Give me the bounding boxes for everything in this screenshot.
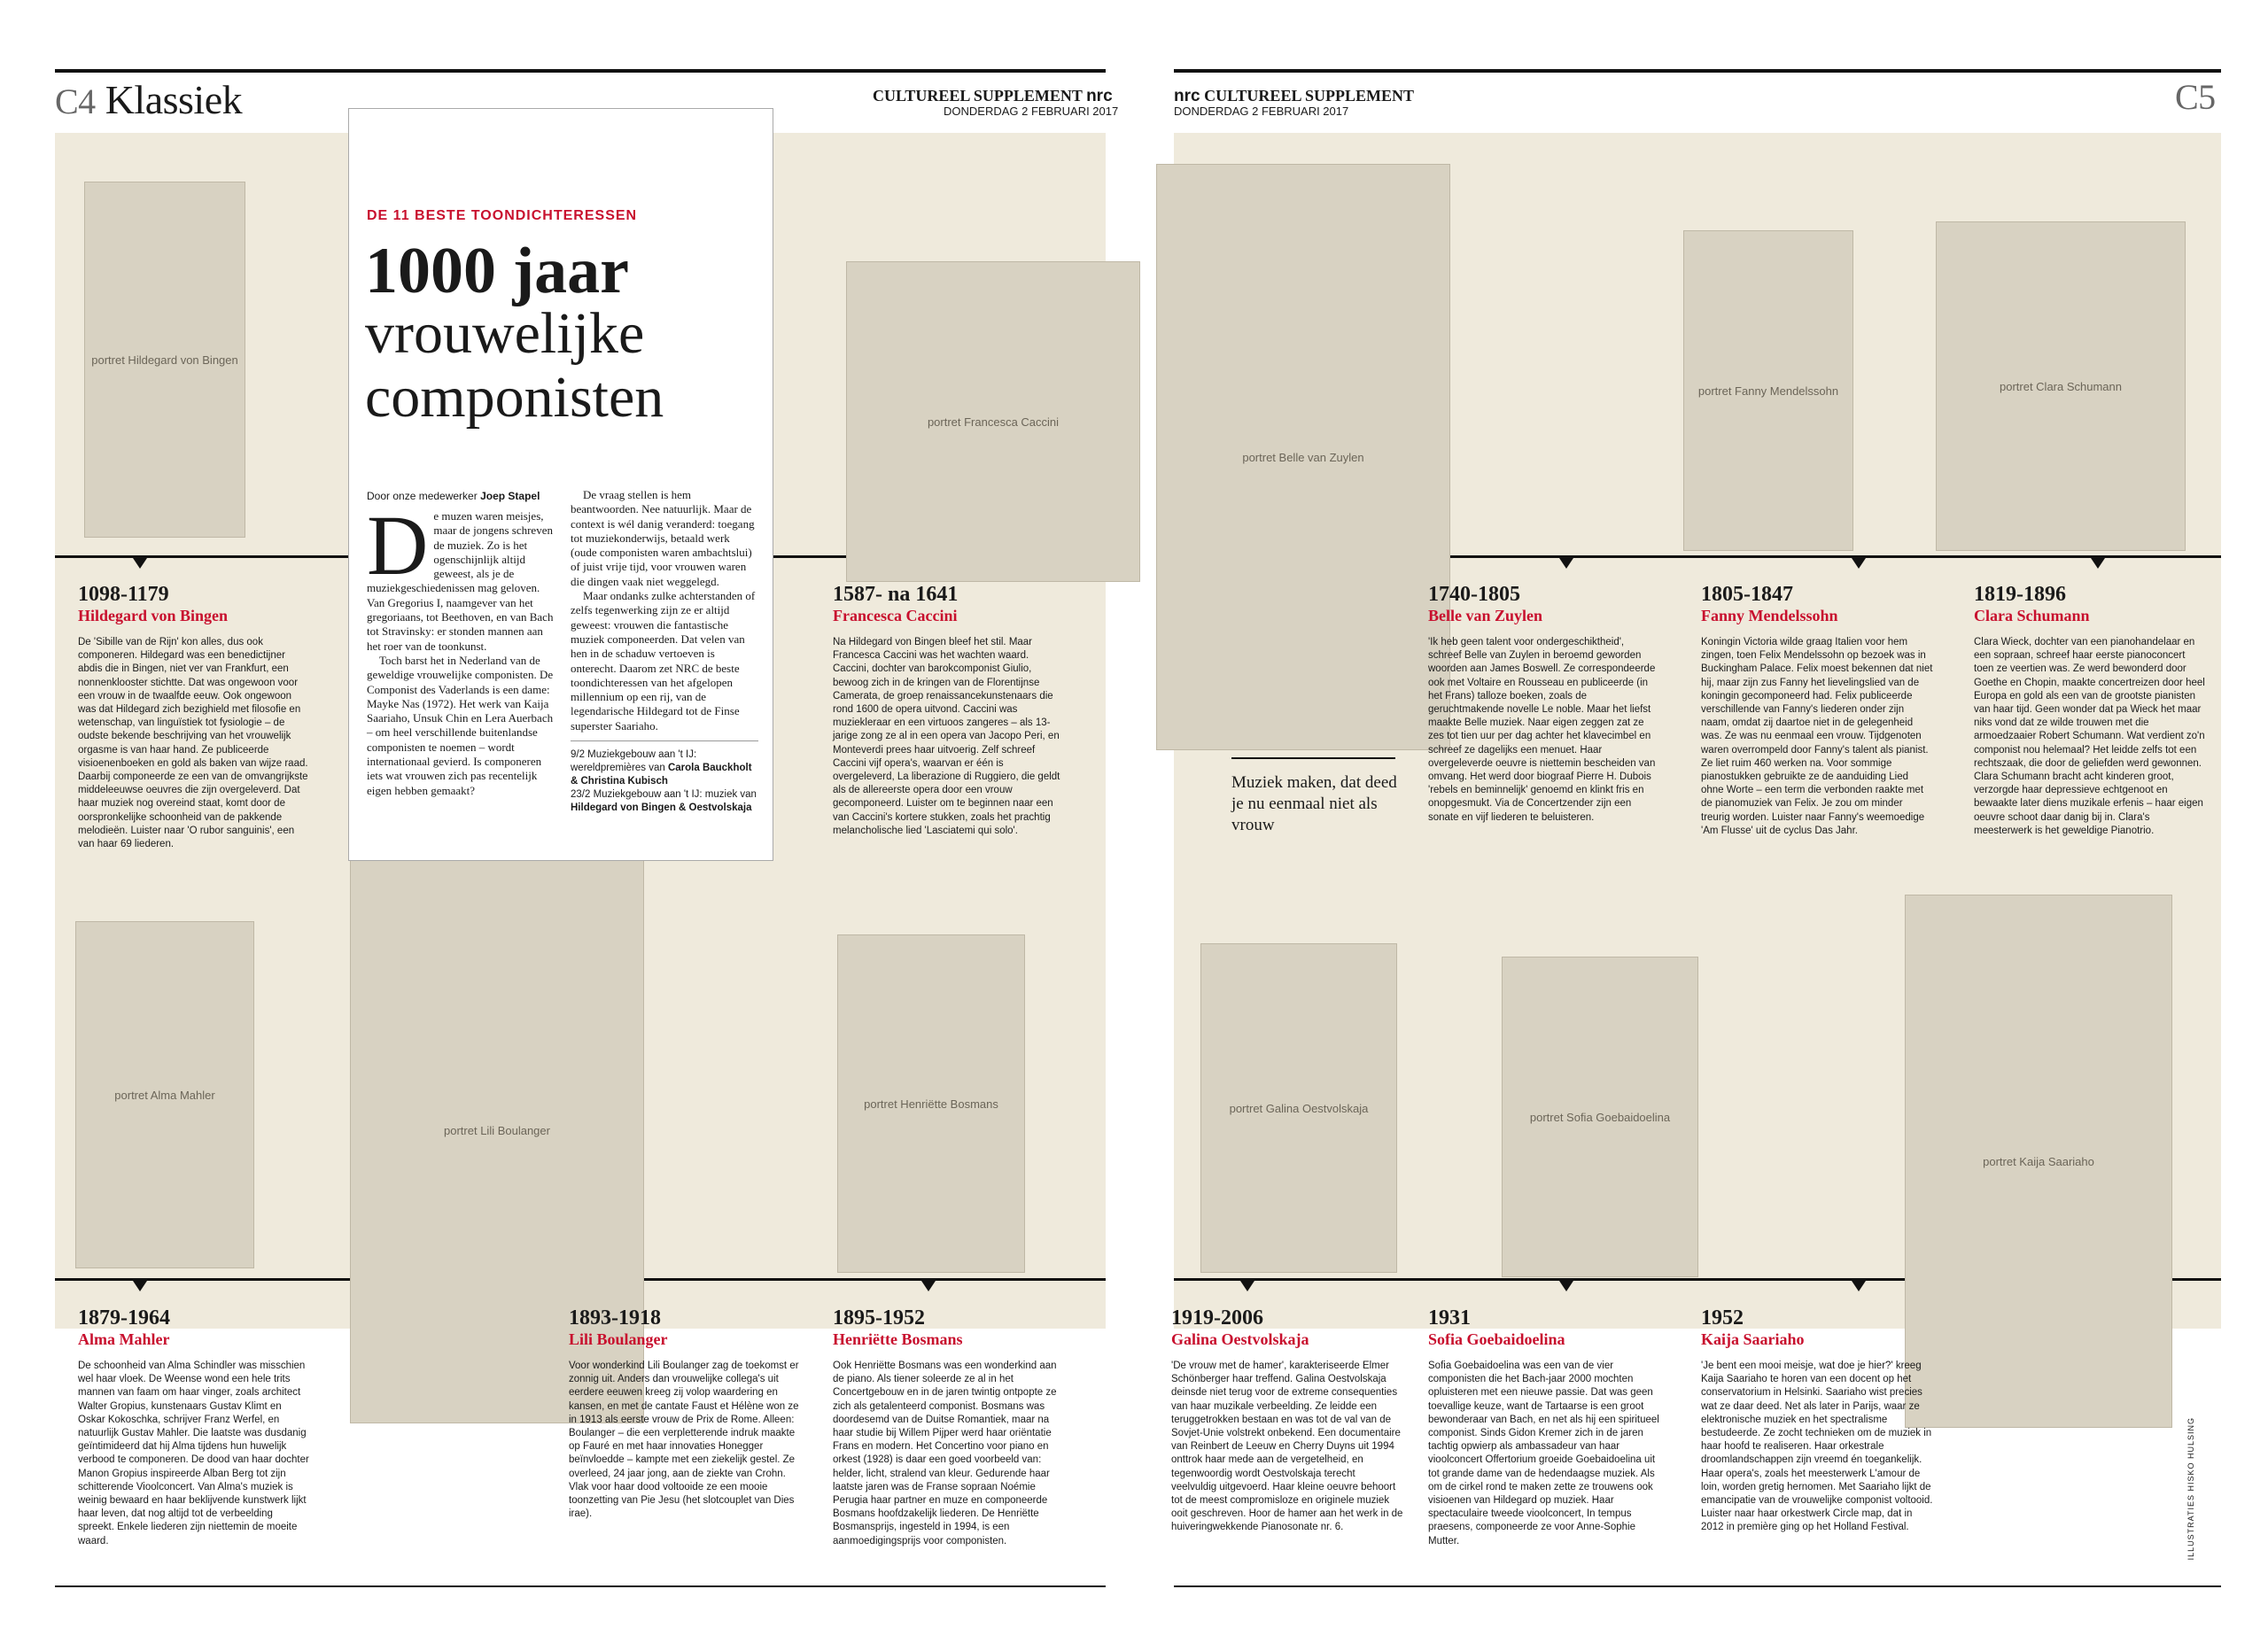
entry-name: Sofia Goebaidoelina — [1428, 1330, 1565, 1348]
entry-name: Galina Oestvolskaja — [1171, 1330, 1309, 1348]
entry-body: De 'Sibille van de Rijn' kon alles, dus ook componeren. Hildegard was een benedictijner abdis die in Bingen, niet ver van Frankfurt, een nonnenklooster stichtte. Dat was ongewoon voor een vrouw in de twaalfde eeuw. Ook ongewoon was dat Hildegard zich bezighield met filosofie en wetenschap, van linguïstiek tot fysiologie – de oudste bekende beschrijving van het vrouwelijk orgasme is van haar hand. Ze publiceerde visioenenboeken en gold als baken van wijze raad. Daarbij componeerde ze een van de omvangrijkste middeleeuwse oeuvres die zijn overgeleverd. Dat haar muziek nog overeind staat, komt door de oorspronkelijke schoonheid van de pakkende melodieën. Luister naar 'O rubor sanguinis', een van haar 69 liederen. — [78, 637, 308, 850]
nrc-logo-right: nrc — [1174, 87, 1200, 105]
entry-name: Kaija Saariaho — [1701, 1330, 1805, 1348]
entry-years: 1587- na 1641 — [833, 583, 959, 606]
section-number-left: C4 — [55, 81, 96, 121]
entry-body: Koningin Victoria wilde graag Italien voor hem zingen, toen Felix Mendelssohn op bezoek was in Buckingham Palace. Felix moest bekennen dat niet hij, maar zijn zus Fanny het lievelingslied van de koningin gecomponeerd had. Felix publiceerde verschillende van Fanny's liederen onder zijn naam, omdat zij daartoe niet in de gelegenheid was. Ze was nu eenmaal een vrouw. Tijdgenoten waren overrompeld door Fanny's talent als pianist. Ze liet ruim 460 werken na. Voor sommige pianostukken gebruikte ze de aanduiding Lied ohne Worte – een term die verbonden raakte met de pianomuziek van Felix. Je zou om minder treurig worden. Luister naar Fanny's weemoedige 'Am Flusse' uit de cyclus Das Jahr. — [1701, 637, 1933, 836]
paper-name-right: nrc CULTUREEL SUPPLEMENT — [1174, 87, 1414, 105]
timeline-tick — [1559, 558, 1573, 569]
intro-column-2 — [571, 488, 758, 815]
entry-body: Na Hildegard von Bingen bleef het stil. Maar Francesca Caccini was het wachten waard. Caccini, dochter van barokcomponist Giulio, bewoog zich in de kringen van de Florentijnse Camerata, de groep renaissancekunstenaars die rond 1600 de opera uitvond. Caccini was muziekleraar en een virtuoos zangeres – als 13-jarige zong ze al in een opera van Jacopo Peri, en Monteverdi prees haar uitvoerig. Zelf schreef Caccini vijf opera's, waarvan er één is overgeleverd, La liberazione di Ruggiero, die geldt als de allereerste opera door een vrouw gecomponeerd. Luister om te beginnen naar een van Caccini's kortere stukken, zoals het prachtig melancholische lied 'Lasciatemi qui solo'. — [833, 637, 1060, 836]
portrait-goebaidoelina: portret Sofia Goebaidoelina — [1502, 957, 1698, 1277]
portrait-caccini: portret Francesca Caccini — [846, 261, 1140, 582]
intro-paragraph-3: De vraag stellen is hem beantwoorden. Nee natuurlijk. Maar de context is wél danig veranderd: toegang tot muziekonderwijs, betaald werk (oude componisten waren ambachtslui) of juist vrije tijd, voor vrouwen waren die dingen vaak niet weggelegd. — [571, 488, 755, 588]
event-1-names: Carola Bauckholt & Christina Kubisch — [571, 763, 752, 787]
entry-saariaho — [1701, 1306, 1933, 1535]
portrait-saariaho: portret Kaija Saariaho — [1905, 895, 2172, 1428]
entry-years: 1879-1964 — [78, 1306, 170, 1330]
entry-body: Ook Henriëtte Bosmans was een wonderkind aan de piano. Als tiener soleerde ze al in het Concertgebouw en in de jaren twintig ontpopte ze zich als getalenteerd componist. Bosmans was doordesemd van de Duitse Romantiek, maar na haar studie bij Willem Pijper werd haar oriëntatie Frans en modern. Het Concertino voor piano en orkest (1928) is daar een goed voorbeeld van: helder, licht, stralend van kleur. Gedurende haar laatste jaren was de Franse sopraan Noémie Perugia haar partner en muze en componeerde Bosmans hoofdzakelijk liederen. De Henriëtte Bosmansprijs, ingesteld in 1994, is een aanmoedigingsprijs voor componisten. — [833, 1361, 1057, 1547]
entry-name: Francesca Caccini — [833, 607, 958, 624]
entry-body: 'Ik heb geen talent voor ondergeschiktheid', schreef Belle van Zuylen in beroemd geworden woorden aan James Boswell. Ze correspondeerde ook met Voltaire en Rousseau en publiceerde (in het Frans) talloze boeken, zoals de geruchtmakende novelle Le noble. Maar het liefst maakte Belle muziek. Naar eigen zeggen zat ze zes tot tien uur per dag achter het klavecimbel en schreef ze dagelijks een menuet. Haar overgeleverde oeuvre is niettemin bescheiden van omvang. Het werd door biograaf Pierre H. Dubois 'rebels en beminnelijk' genoemd en klinkt fris en onopgesmukt. Via de Concertzender zijn een sonate en vijf liederen te beluisteren. — [1428, 637, 1656, 823]
bottom-rule-right — [1174, 1585, 2221, 1587]
entry-oestvolskaja — [1171, 1306, 1403, 1535]
entry-mendelssohn — [1701, 583, 1933, 838]
timeline-tick — [1240, 1281, 1254, 1291]
entry-name: Henriëtte Bosmans — [833, 1330, 963, 1348]
entry-hildegard — [78, 583, 310, 851]
entry-years: 1740-1805 — [1428, 583, 1520, 606]
entry-body: Voor wonderkind Lili Boulanger zag de toekomst er zonnig uit. Anders dan vrouwelijke collega's uit eerdere eeuwen kreeg zij volop waardering en kansen, en met de cantate Faust et Hélène won ze in 1913 als eerste vrouw de Prix de Rome. Alleen: Boulanger – die een verpletterende indruk maakte op Fauré en met haar innovaties Honegger beïnvloedde – kampte met een ziekelijk gestel. Ze overleed, 24 jaar jong, aan de ziekte van Crohn. Vlak voor haar dood voltooide ze een mooie toonzetting van Pie Jesu (het slotcouplet van Dies irae). — [569, 1361, 799, 1520]
intro-paragraph-2: Toch barst het in Nederland van de geweldige vrouwelijke componisten. De Componist des Vaderlands is een dame: Mayke Nas (1972). Het werk van Kaija Saariaho, Unsuk Chin en Lera Auerbach – om heel verschillende buitenlandse componisten te noemen – wordt internationaal gevierd. Is componeren iets wat vrouwen zich pas recentelijk eigen hebben gemaakt? — [367, 653, 554, 797]
timeline-tick — [133, 1281, 147, 1291]
portrait-hildegard: portret Hildegard von Bingen — [84, 182, 245, 538]
timeline-tick — [1559, 1281, 1573, 1291]
kicker: DE 11 BESTE TOONDICHTERESSEN — [367, 208, 638, 223]
headline-light: vrouwelijke componisten — [365, 301, 664, 430]
timeline-tick — [921, 1281, 936, 1291]
entry-body: Sofia Goebaidoelina was een van de vier componisten die het Bach-jaar 2000 mochten opluisteren met een nieuwe passie. Dat was geen toevallige keuze, want de Tartaarse is een groot bewonderaar van Bach, en net als hij een spiritueel componist. Sinds Gidon Kremer zich in de jaren tachtig opwierp als ambassadeur van haar vioolconcert Offertorium groeide Goebaidoelina uit tot grande dame van de hedendaagse muziek. Als om de cirkel rond te maken zette ze trouwens ook visioenen van Hildegard op muziek. Haar spectaculaire tweede vioolconcert, In tempus praesens, componeerde ze voor Anne-Sophie Mutter. — [1428, 1361, 1659, 1547]
entry-goebaidoelina — [1428, 1306, 1660, 1548]
date-left: DONDERDAG 2 FEBRUARI 2017 — [944, 105, 1119, 118]
event-2: 23/2 Muziekgebouw aan 't IJ: muziek van Hildegard von Bingen & Oestvolskaja — [571, 789, 757, 814]
entry-body: Clara Wieck, dochter van een pianohandelaar en een sopraan, schreef haar eerste pianoconcert toen ze veertien was. Ze werd bewonderd door Goethe en Chopin, maakte concertreizen door heel Europa en gold als een van de grootste pianisten van haar tijd. Geen wonder dat pa Wieck het maar niks vond dat ze wilde trouwen met die armoedzaaier Robert Schumann. Wat verdient zo'n componist nou helemaal? Het leidde zelfs tot een rechtszaak, die door de geliefden werd gewonnen. Clara Schumann bracht acht kinderen groot, verzorgde haar depressieve echtgenoot en bewaakte later diens muzikale erfenis – haar eigen oeuvre schoot daar danig bij in. Clara's meesterwerk is het geweldige Pianotrio. — [1974, 637, 2205, 836]
byline-name: Joep Stapel — [480, 490, 540, 502]
timeline-tick — [1852, 558, 1866, 569]
entry-boulanger — [569, 1306, 801, 1521]
portrait-bosmans: portret Henriëtte Bosmans — [837, 934, 1025, 1273]
entry-schumann — [1974, 583, 2206, 838]
quote-rule — [1231, 757, 1395, 759]
portrait-oestvolskaja: portret Galina Oestvolskaja — [1200, 943, 1397, 1273]
entry-name: Clara Schumann — [1974, 607, 2090, 624]
entry-years: 1931 — [1428, 1306, 1471, 1330]
headline-bold: 1000 jaar — [365, 235, 629, 307]
paper-name-left: CULTUREEL SUPPLEMENT nrc — [873, 87, 1113, 105]
section-name: Klassiek — [105, 77, 243, 122]
intro-box — [348, 108, 773, 861]
entry-body: 'Je bent een mooi meisje, wat doe je hier?' kreeg Kaija Saariaho te horen van een docent op het conservatorium in Helsinki. Saariaho wist precies wat ze daar deed. Net als later in Parijs, waar ze elektronische muziek en het spectralisme bestudeerde. Ze zocht technieken om de muziek in haar hoofd te realiseren. Haar orkestrale droomlandschappen zijn vreemd én toegankelijk. Haar opera's, zoals het meesterwerk L'amour de loin, worden gretig hernomen. Met Saariaho lijkt de emancipatie van de vrouwelijke componist voltooid. Luister naar haar orkestwerk Circle map, dat in 2012 in première ging op het Holland Festival. — [1701, 1361, 1933, 1533]
timeline-tick — [1852, 1281, 1866, 1291]
entry-caccini — [833, 583, 1065, 838]
entry-years: 1805-1847 — [1701, 583, 1793, 606]
entry-name: Hildegard von Bingen — [78, 607, 229, 624]
nrc-logo-left: nrc — [1086, 87, 1113, 105]
entry-bosmans — [833, 1306, 1065, 1548]
pull-quote: Muziek maken, dat deed je nu eenmaal niet als vrouw — [1231, 773, 1397, 834]
timeline-tick — [2091, 558, 2105, 569]
intro-column-1 — [367, 498, 557, 798]
date-right: DONDERDAG 2 FEBRUARI 2017 — [1174, 105, 1349, 118]
left-header-rule — [55, 69, 1106, 73]
timeline-tick — [133, 558, 147, 569]
portrait-van-zuylen: portret Belle van Zuylen — [1156, 164, 1450, 750]
entry-years: 1893-1918 — [569, 1306, 661, 1330]
intro-paragraph-4: Maar ondanks zulke achterstanden of zelfs tegenwerking zijn ze er altijd geweest: vrouwen die fantastische muziek componeerden. Dat velen van hen in de schaduw vertoeven is onterecht. Daarom zet NRC de beste toondichteressen van het afgelopen millennium op een rij, van de legendarische Hildegard tot de Finse superster Saariaho. — [571, 589, 756, 733]
portrait-mendelssohn: portret Fanny Mendelssohn — [1683, 230, 1853, 551]
entry-name: Lili Boulanger — [569, 1330, 668, 1348]
byline: Door onze medewerker Joep Stapel — [367, 490, 540, 502]
entry-body: De schoonheid van Alma Schindler was misschien wel haar vloek. De Weense wond een hele trits mannen van faam om haar vinger, zoals architect Walter Gropius, kunstenaars Gustav Klimt en Oskar Kokoschka, schrijver Franz Werfel, en natuurlijk Gustav Mahler. Die laatste was dusdanig geïntimideerd dat hij Alma tijdens hun huwelijk verbood te componeren. De dood van haar dochter Manon Gropius inspireerde Alban Berg tot zijn schitterende Vioolconcert. Van Alma's muziek is weinig bewaard en haar beklijvende kunstwerk lijkt haar leven, dat nog altijd tot de verbeelding spreekt. Enkele liederen zijn niettemin de moeite waard. — [78, 1361, 309, 1547]
illustration-credit: ILLUSTRATIES HISKO HULSING — [2186, 1417, 2195, 1561]
portrait-boulanger: portret Lili Boulanger — [350, 837, 644, 1423]
entry-alma-mahler — [78, 1306, 310, 1548]
portrait-alma-mahler: portret Alma Mahler — [75, 921, 254, 1268]
section-number-right: C5 — [2175, 77, 2216, 117]
event-divider — [571, 740, 758, 741]
portrait-schumann: portret Clara Schumann — [1936, 221, 2186, 551]
entry-years: 1819-1896 — [1974, 583, 2066, 606]
bottom-rule-left — [55, 1585, 1106, 1587]
intro-paragraph-1: e muzen waren meisjes, maar de jongens schreven de muziek. Zo is het ogenschijnlijk altijd geweest, als je de muziekgeschiedenissen mag geloven. Van Gregorius I, naamgever van het gregoriaans, tot Beethoven, en van Bach tot Stravinsky: er stonden mannen aan het roer van de toonkunst. — [367, 509, 554, 653]
entry-years: 1098-1179 — [78, 583, 169, 606]
entry-years: 1952 — [1701, 1306, 1744, 1330]
entry-van-zuylen — [1428, 583, 1660, 825]
right-header-rule — [1174, 69, 2221, 73]
entry-body: 'De vrouw met de hamer', karakteriseerde Elmer Schönberger haar treffend. Galina Oestvolskaja deinsde niet terug voor de extreme consequenties van haar muzikale verbeelding. Ze leidde een teruggetrokken bestaan en was tot de val van de Sovjet-Unie volstrekt onbekend. Een documentaire van Reinbert de Leeuw en Cherry Duyns uit 1994 onttrok haar mede aan de vergetelheid, en tegenwoordig wordt Oestvolskaja terecht veelvuldig uitgevoerd. Haar kleine oeuvre behoort tot de meest compromisloze en originele muziek ooit geschreven. Hoor de hamer aan het werk in de huiveringwekkende Pianosonate nr. 6. — [1171, 1361, 1403, 1533]
entry-name: Belle van Zuylen — [1428, 607, 1543, 624]
dropcap: D — [367, 498, 429, 593]
entry-years: 1919-2006 — [1171, 1306, 1263, 1330]
event-1: 9/2 Muziekgebouw aan 't IJ: wereldpremières van Carola Bauckholt & Christina Kubisch — [571, 749, 752, 787]
entry-name: Alma Mahler — [78, 1330, 170, 1348]
entry-years: 1895-1952 — [833, 1306, 925, 1330]
entry-name: Fanny Mendelssohn — [1701, 607, 1838, 624]
section-title-left — [55, 76, 242, 123]
event-2-names: Hildegard von Bingen & Oestvolskaja — [571, 802, 752, 814]
